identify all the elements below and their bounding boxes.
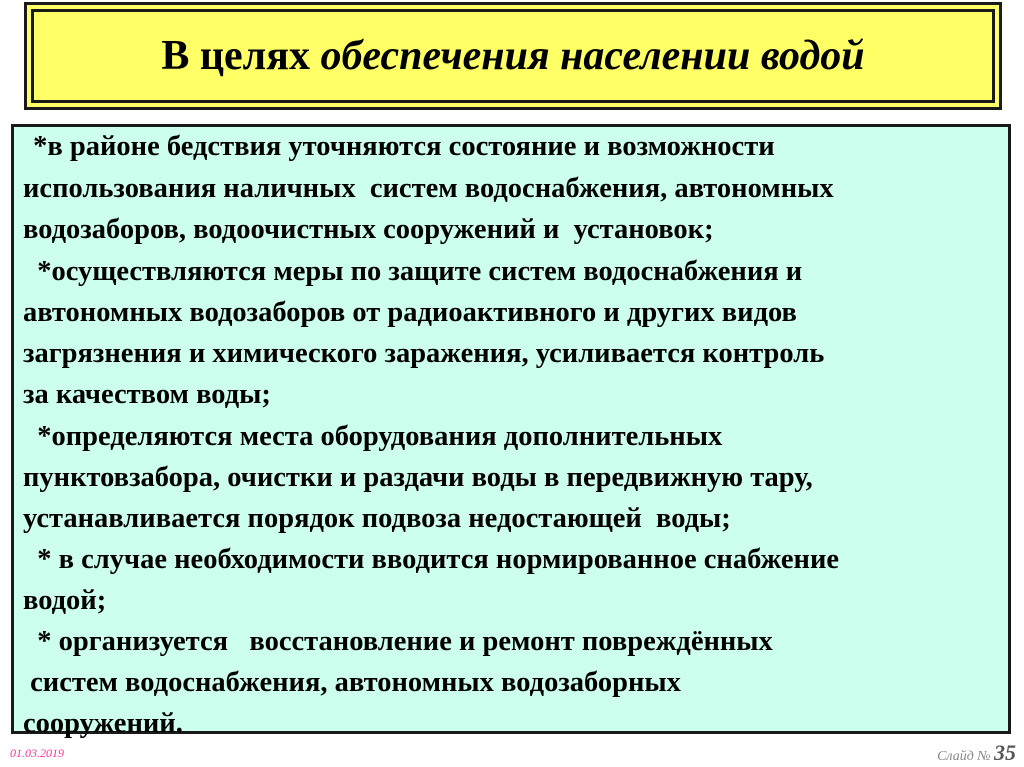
slide-number-label xyxy=(937,740,1016,766)
title-inner-frame xyxy=(31,9,995,103)
body-line: устанавливается порядок подвоза недостающей воды; xyxy=(23,503,731,534)
body-line: * в случае необходимости вводится нормированное снабжение xyxy=(23,544,840,575)
body-line: пунктовзабора, очистки и раздачи воды в передвижную тару, xyxy=(23,462,813,493)
body-line: водой; xyxy=(23,585,107,616)
footer-date: 01.03.2019 xyxy=(10,746,64,760)
slide-label: Слайд № xyxy=(937,749,991,764)
body-line: автономных водозаборов от радиоактивного и других видов xyxy=(23,297,797,328)
body-line: сооружений. xyxy=(23,708,183,739)
body-line: * организуется восстановление и ремонт повреждённых xyxy=(23,626,773,657)
body-line: *осуществляются меры по защите систем водоснабжения и xyxy=(23,256,803,287)
content-box xyxy=(11,124,1011,739)
body-line: загрязнения и химического заражения, усиливается контроль xyxy=(23,338,825,369)
slide-title xyxy=(161,32,864,80)
title-normal: В целях xyxy=(161,33,310,79)
body-line: *определяются места оборудования дополнительных xyxy=(23,421,723,452)
title-banner xyxy=(24,2,1002,110)
body-line: систем водоснабжения, автономных водозаборных xyxy=(23,667,681,698)
title-italic: обеспечения населении водой xyxy=(320,33,865,79)
body-line: водозаборов, водоочистных сооружений и установок; xyxy=(23,214,714,245)
body-line: за качеством воды; xyxy=(23,379,271,410)
body-line: использования наличных систем водоснабжения, автономных xyxy=(23,173,834,204)
body-line: *в районе бедствия уточняются состояние и возможности xyxy=(26,131,775,162)
slide-number: 35 xyxy=(994,740,1016,765)
